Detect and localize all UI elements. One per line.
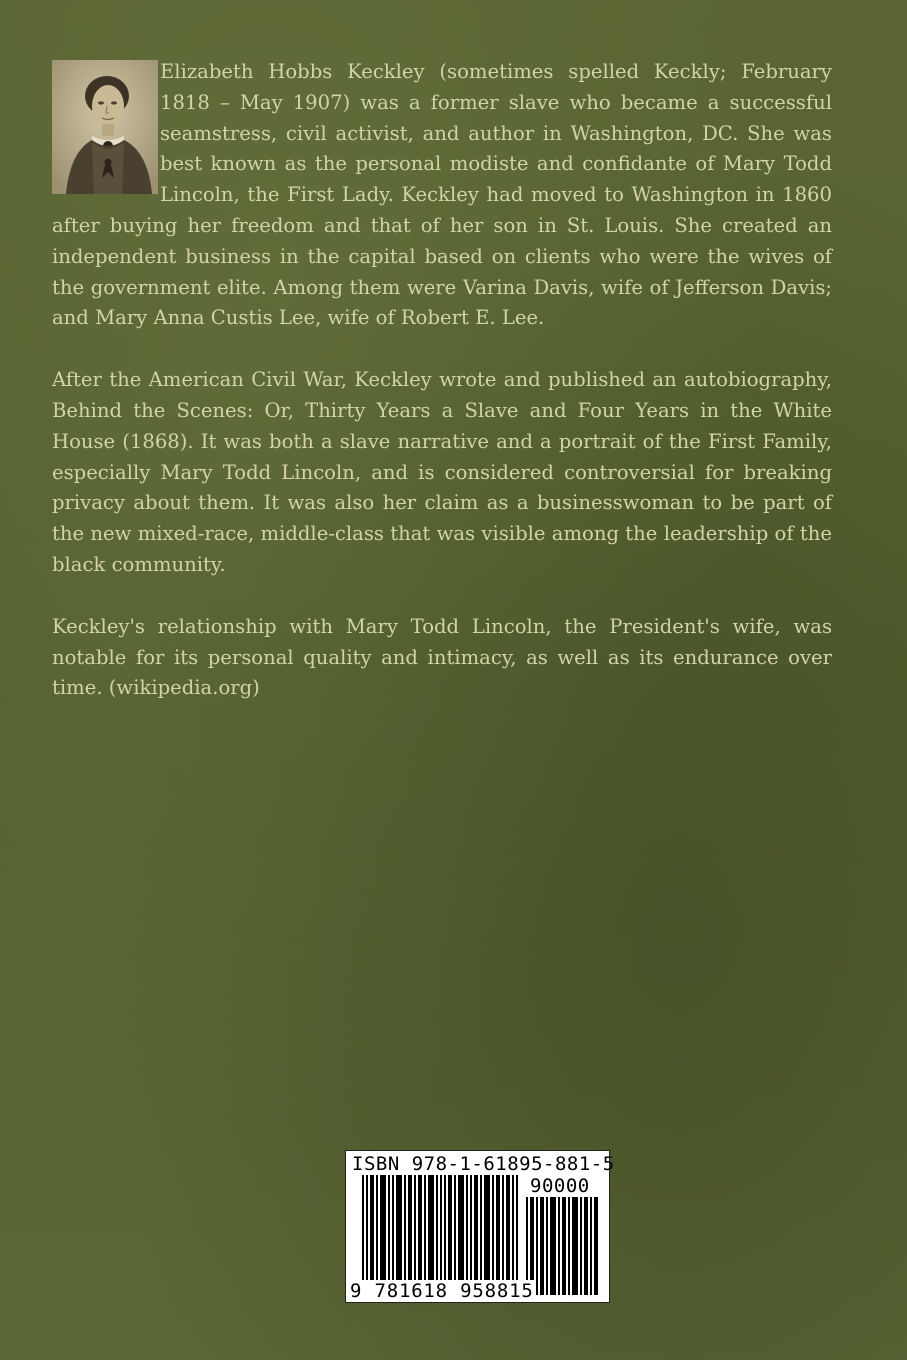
barcode-icon [362,1175,520,1295]
barcode-digits: 9 781618 958815 [350,1280,534,1302]
addon-barcode-icon [526,1197,600,1295]
paragraph-3: Keckley's relationship with Mary Todd Lincoln, the President's wife, was notable for its personal quality and intimacy, as well as its endurance over time. (wikipedia.org) [52,614,832,700]
paragraph-2: After the American Civil War, Keckley wrote and published an autobiography, Behind the Scenes: Or, Thirty Years a Slave and Four Years in the White House (1868). It was both a slave narrative and a portrait of the First Family, especially Mary Todd Lincoln, and is considered controversial for breaking privacy about them. It was also her claim as a businesswoman to be part of the new mixed-race, middle-class that was visible among the leadership of the black community. [52,368,832,576]
portrait-photo-icon [52,60,158,194]
addon-label: 90000 [530,1175,590,1197]
description-text [52,57,832,735]
isbn-barcode [345,1150,615,1303]
paragraph-1: Elizabeth Hobbs Keckley (sometimes spelled Keckly; February 1818 – May 1907) was a former slave who became a successful seamstress, civil activist, and author in Washington, DC. She was best known as the personal modiste and confidante of Mary Todd Lincoln, the First Lady. Keckley had moved to Washington in 1860 after buying her freedom and that of her son in St. Louis. She created an independent business in the capital based on clients who were the wives of the government elite. Among them were Varina Davis, wife of Jefferson Davis; and Mary Anna Custis Lee, wife of Robert E. Lee. [52,60,832,330]
isbn-label: ISBN 978-1-61895-881-5 [352,1153,615,1175]
